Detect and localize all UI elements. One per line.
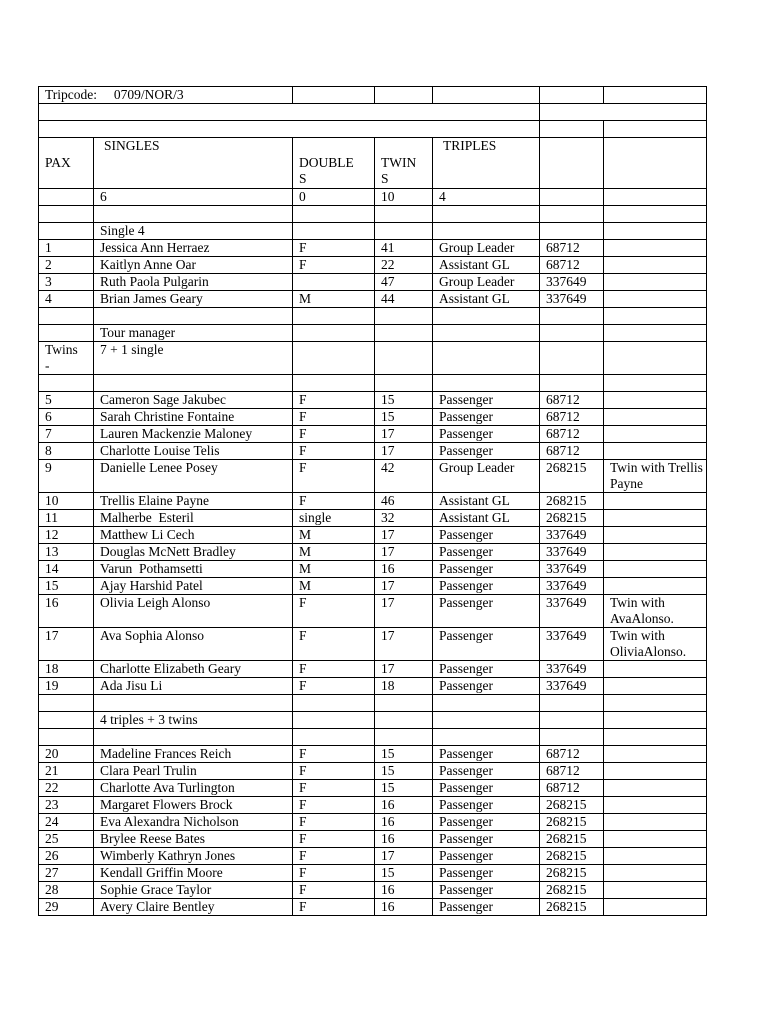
passenger-row xyxy=(39,274,707,291)
section-row xyxy=(39,223,707,240)
cell-gender: F xyxy=(293,797,375,814)
cell-role: Assistant GL xyxy=(433,291,540,308)
cell-role: Passenger xyxy=(433,746,540,763)
cell-age: 17 xyxy=(375,578,433,595)
counts-row xyxy=(39,189,707,206)
passenger-row xyxy=(39,865,707,882)
empty-row xyxy=(39,375,707,392)
cell-role: Passenger xyxy=(433,392,540,409)
cell-role: Passenger xyxy=(433,797,540,814)
cell-num: 19 xyxy=(39,678,94,695)
cell-num: 9 xyxy=(39,460,94,493)
cell-name: Douglas McNett Bradley xyxy=(94,544,293,561)
cell-age: 32 xyxy=(375,510,433,527)
cell-gender: single xyxy=(293,510,375,527)
header-pax: PAX xyxy=(39,138,94,189)
cell-role: Passenger xyxy=(433,899,540,916)
cell-age: 17 xyxy=(375,661,433,678)
section-label: Twins - xyxy=(39,342,94,375)
cell-name: Brylee Reese Bates xyxy=(94,831,293,848)
cell-note xyxy=(604,257,707,274)
cell-gender: F xyxy=(293,409,375,426)
cell-name: Margaret Flowers Brock xyxy=(94,797,293,814)
cell-code: 337649 xyxy=(540,678,604,695)
cell-num: 28 xyxy=(39,882,94,899)
cell-age: 16 xyxy=(375,561,433,578)
passenger-row xyxy=(39,763,707,780)
tripcode-value: 0709/NOR/3 xyxy=(113,87,184,102)
cell-note xyxy=(604,814,707,831)
cell-code: 337649 xyxy=(540,595,604,628)
cell-code: 68712 xyxy=(540,763,604,780)
cell-role: Passenger xyxy=(433,661,540,678)
cell-role: Passenger xyxy=(433,763,540,780)
cell-gender: F xyxy=(293,595,375,628)
cell-note xyxy=(604,274,707,291)
passenger-row xyxy=(39,814,707,831)
empty-row xyxy=(39,695,707,712)
cell-age: 41 xyxy=(375,240,433,257)
cell-name: Sophie Grace Taylor xyxy=(94,882,293,899)
passenger-row xyxy=(39,544,707,561)
cell-note xyxy=(604,746,707,763)
passenger-row xyxy=(39,561,707,578)
cell-role: Group Leader xyxy=(433,460,540,493)
cell-name: Avery Claire Bentley xyxy=(94,899,293,916)
cell-num: 22 xyxy=(39,780,94,797)
empty-row xyxy=(39,308,707,325)
cell-age: 44 xyxy=(375,291,433,308)
cell-code: 68712 xyxy=(540,443,604,460)
passenger-row xyxy=(39,291,707,308)
cell-name: Ruth Paola Pulgarin xyxy=(94,274,293,291)
cell-role: Passenger xyxy=(433,595,540,628)
passenger-row xyxy=(39,661,707,678)
count-doubles: 0 xyxy=(293,189,375,206)
cell-note xyxy=(604,493,707,510)
cell-name: Brian James Geary xyxy=(94,291,293,308)
header-twins: TWIN S xyxy=(375,138,433,189)
cell-age: 15 xyxy=(375,865,433,882)
cell-num: 21 xyxy=(39,763,94,780)
section-row xyxy=(39,712,707,729)
cell-gender: M xyxy=(293,578,375,595)
cell-name: Charlotte Elizabeth Geary xyxy=(94,661,293,678)
cell-note xyxy=(604,510,707,527)
header-doubles: DOUBLE S xyxy=(293,138,375,189)
tripcode-label: Tripcode: xyxy=(45,87,98,102)
passenger-row xyxy=(39,409,707,426)
cell-name: Eva Alexandra Nicholson xyxy=(94,814,293,831)
cell-num: 14 xyxy=(39,561,94,578)
cell-gender: F xyxy=(293,763,375,780)
cell-code: 268215 xyxy=(540,460,604,493)
cell-code: 337649 xyxy=(540,578,604,595)
header-triples: TRIPLES xyxy=(433,138,540,189)
cell-age: 22 xyxy=(375,257,433,274)
cell-note xyxy=(604,661,707,678)
cell-note xyxy=(604,291,707,308)
cell-name: Madeline Frances Reich xyxy=(94,746,293,763)
passenger-row xyxy=(39,578,707,595)
section-row xyxy=(39,325,707,342)
section-title: 4 triples + 3 twins xyxy=(94,712,293,729)
cell-gender: F xyxy=(293,882,375,899)
cell-name: Ava Sophia Alonso xyxy=(94,628,293,661)
cell-num: 6 xyxy=(39,409,94,426)
cell-role: Passenger xyxy=(433,561,540,578)
cell-note xyxy=(604,780,707,797)
cell-age: 18 xyxy=(375,678,433,695)
passenger-row xyxy=(39,797,707,814)
cell-code: 268215 xyxy=(540,510,604,527)
cell-name: Ada Jisu Li xyxy=(94,678,293,695)
cell-note xyxy=(604,392,707,409)
cell-gender xyxy=(293,274,375,291)
cell-age: 15 xyxy=(375,746,433,763)
rooming-list-table xyxy=(38,86,707,916)
cell-code: 68712 xyxy=(540,257,604,274)
cell-role: Passenger xyxy=(433,628,540,661)
cell-num: 12 xyxy=(39,527,94,544)
cell-num: 2 xyxy=(39,257,94,274)
count-triples: 4 xyxy=(433,189,540,206)
cell-note xyxy=(604,409,707,426)
cell-note: Twin with Trellis Payne xyxy=(604,460,707,493)
cell-age: 17 xyxy=(375,443,433,460)
passenger-row xyxy=(39,527,707,544)
passenger-row xyxy=(39,780,707,797)
cell-note xyxy=(604,678,707,695)
cell-code: 268215 xyxy=(540,882,604,899)
cell-num: 16 xyxy=(39,595,94,628)
cell-note xyxy=(604,578,707,595)
cell-age: 47 xyxy=(375,274,433,291)
cell-role: Passenger xyxy=(433,814,540,831)
cell-num: 24 xyxy=(39,814,94,831)
cell-num: 18 xyxy=(39,661,94,678)
cell-role: Assistant GL xyxy=(433,493,540,510)
cell-age: 16 xyxy=(375,814,433,831)
cell-note xyxy=(604,561,707,578)
cell-age: 42 xyxy=(375,460,433,493)
cell-age: 15 xyxy=(375,409,433,426)
cell-num: 20 xyxy=(39,746,94,763)
cell-gender: F xyxy=(293,814,375,831)
section-title: Tour manager xyxy=(94,325,293,342)
cell-name: Kendall Griffin Moore xyxy=(94,865,293,882)
tripcode-row xyxy=(39,87,707,104)
cell-code: 337649 xyxy=(540,661,604,678)
cell-note xyxy=(604,426,707,443)
passenger-row xyxy=(39,493,707,510)
cell-role: Passenger xyxy=(433,527,540,544)
cell-note xyxy=(604,797,707,814)
cell-name: Olivia Leigh Alonso xyxy=(94,595,293,628)
cell-name: Malherbe Esteril xyxy=(94,510,293,527)
cell-code: 68712 xyxy=(540,780,604,797)
cell-gender: F xyxy=(293,392,375,409)
header-row xyxy=(39,138,707,189)
cell-code: 337649 xyxy=(540,544,604,561)
cell-code: 268215 xyxy=(540,831,604,848)
cell-code: 68712 xyxy=(540,392,604,409)
section-row xyxy=(39,342,707,375)
cell-name: Wimberly Kathryn Jones xyxy=(94,848,293,865)
cell-role: Passenger xyxy=(433,882,540,899)
cell-gender: F xyxy=(293,240,375,257)
passenger-row xyxy=(39,831,707,848)
cell-code: 68712 xyxy=(540,409,604,426)
cell-name: Matthew Li Cech xyxy=(94,527,293,544)
cell-role: Passenger xyxy=(433,544,540,561)
cell-code: 337649 xyxy=(540,628,604,661)
passenger-row xyxy=(39,848,707,865)
section-title: 7 + 1 single xyxy=(94,342,293,375)
cell-gender: F xyxy=(293,628,375,661)
cell-name: Charlotte Ava Turlington xyxy=(94,780,293,797)
header-singles: SINGLES xyxy=(94,138,293,189)
cell-gender: F xyxy=(293,865,375,882)
cell-note xyxy=(604,848,707,865)
empty-row xyxy=(39,206,707,223)
cell-name: Trellis Elaine Payne xyxy=(94,493,293,510)
cell-name: Kaitlyn Anne Oar xyxy=(94,257,293,274)
passenger-row xyxy=(39,510,707,527)
cell-code: 337649 xyxy=(540,561,604,578)
passenger-row xyxy=(39,257,707,274)
cell-name: Danielle Lenee Posey xyxy=(94,460,293,493)
cell-name: Lauren Mackenzie Maloney xyxy=(94,426,293,443)
cell-num: 1 xyxy=(39,240,94,257)
cell-role: Group Leader xyxy=(433,240,540,257)
cell-code: 268215 xyxy=(540,814,604,831)
cell-role: Passenger xyxy=(433,678,540,695)
cell-role: Passenger xyxy=(433,831,540,848)
cell-age: 17 xyxy=(375,426,433,443)
passenger-row xyxy=(39,240,707,257)
cell-num: 27 xyxy=(39,865,94,882)
tripcode-cell xyxy=(39,87,293,104)
cell-role: Passenger xyxy=(433,578,540,595)
cell-num: 3 xyxy=(39,274,94,291)
cell-num: 5 xyxy=(39,392,94,409)
cell-note xyxy=(604,443,707,460)
cell-gender: F xyxy=(293,661,375,678)
passenger-row xyxy=(39,746,707,763)
cell-code: 268215 xyxy=(540,797,604,814)
cell-code: 268215 xyxy=(540,899,604,916)
cell-note xyxy=(604,763,707,780)
cell-code: 337649 xyxy=(540,291,604,308)
passenger-row xyxy=(39,595,707,628)
cell-age: 16 xyxy=(375,797,433,814)
cell-note xyxy=(604,240,707,257)
cell-num: 8 xyxy=(39,443,94,460)
cell-num: 11 xyxy=(39,510,94,527)
cell-role: Passenger xyxy=(433,409,540,426)
empty-row xyxy=(39,104,707,121)
passenger-row xyxy=(39,426,707,443)
passenger-row xyxy=(39,392,707,409)
cell-role: Passenger xyxy=(433,780,540,797)
empty-row xyxy=(39,121,707,138)
cell-gender: F xyxy=(293,848,375,865)
count-singles: 6 xyxy=(94,189,293,206)
cell-role: Passenger xyxy=(433,426,540,443)
cell-age: 17 xyxy=(375,595,433,628)
cell-note xyxy=(604,865,707,882)
cell-gender: F xyxy=(293,780,375,797)
cell-num: 4 xyxy=(39,291,94,308)
cell-name: Sarah Christine Fontaine xyxy=(94,409,293,426)
cell-name: Jessica Ann Herraez xyxy=(94,240,293,257)
cell-gender: F xyxy=(293,460,375,493)
passenger-row xyxy=(39,628,707,661)
cell-age: 17 xyxy=(375,628,433,661)
cell-note xyxy=(604,899,707,916)
cell-role: Group Leader xyxy=(433,274,540,291)
cell-age: 16 xyxy=(375,882,433,899)
cell-age: 15 xyxy=(375,763,433,780)
cell-gender: M xyxy=(293,544,375,561)
cell-gender: F xyxy=(293,426,375,443)
cell-age: 17 xyxy=(375,848,433,865)
cell-age: 15 xyxy=(375,780,433,797)
cell-note xyxy=(604,882,707,899)
passenger-row xyxy=(39,678,707,695)
cell-num: 15 xyxy=(39,578,94,595)
cell-num: 7 xyxy=(39,426,94,443)
cell-gender: F xyxy=(293,443,375,460)
cell-code: 268215 xyxy=(540,865,604,882)
passenger-row xyxy=(39,443,707,460)
cell-num: 10 xyxy=(39,493,94,510)
cell-code: 68712 xyxy=(540,240,604,257)
cell-name: Cameron Sage Jakubec xyxy=(94,392,293,409)
cell-gender: M xyxy=(293,561,375,578)
cell-code: 68712 xyxy=(540,426,604,443)
cell-age: 17 xyxy=(375,544,433,561)
passenger-row xyxy=(39,882,707,899)
cell-gender: M xyxy=(293,527,375,544)
cell-num: 17 xyxy=(39,628,94,661)
cell-code: 337649 xyxy=(540,274,604,291)
passenger-row xyxy=(39,899,707,916)
cell-role: Passenger xyxy=(433,443,540,460)
count-twins: 10 xyxy=(375,189,433,206)
cell-code: 268215 xyxy=(540,493,604,510)
cell-gender: F xyxy=(293,899,375,916)
cell-note: Twin with OliviaAlonso. xyxy=(604,628,707,661)
cell-gender: F xyxy=(293,831,375,848)
cell-role: Assistant GL xyxy=(433,510,540,527)
cell-note xyxy=(604,831,707,848)
cell-note xyxy=(604,544,707,561)
cell-num: 23 xyxy=(39,797,94,814)
cell-role: Passenger xyxy=(433,848,540,865)
cell-gender: F xyxy=(293,257,375,274)
cell-gender: F xyxy=(293,746,375,763)
cell-note xyxy=(604,527,707,544)
cell-gender: F xyxy=(293,493,375,510)
cell-num: 25 xyxy=(39,831,94,848)
cell-num: 29 xyxy=(39,899,94,916)
section-single4: Single 4 xyxy=(94,223,293,240)
cell-name: Ajay Harshid Patel xyxy=(94,578,293,595)
cell-age: 17 xyxy=(375,527,433,544)
cell-role: Assistant GL xyxy=(433,257,540,274)
cell-note: Twin with AvaAlonso. xyxy=(604,595,707,628)
cell-name: Charlotte Louise Telis xyxy=(94,443,293,460)
cell-age: 16 xyxy=(375,899,433,916)
cell-age: 16 xyxy=(375,831,433,848)
passenger-row xyxy=(39,460,707,493)
cell-num: 13 xyxy=(39,544,94,561)
cell-role: Passenger xyxy=(433,865,540,882)
empty-row xyxy=(39,729,707,746)
cell-num: 26 xyxy=(39,848,94,865)
cell-name: Clara Pearl Trulin xyxy=(94,763,293,780)
cell-age: 46 xyxy=(375,493,433,510)
cell-age: 15 xyxy=(375,392,433,409)
cell-name: Varun Pothamsetti xyxy=(94,561,293,578)
cell-gender: F xyxy=(293,678,375,695)
cell-code: 268215 xyxy=(540,848,604,865)
cell-code: 337649 xyxy=(540,527,604,544)
cell-code: 68712 xyxy=(540,746,604,763)
cell-gender: M xyxy=(293,291,375,308)
